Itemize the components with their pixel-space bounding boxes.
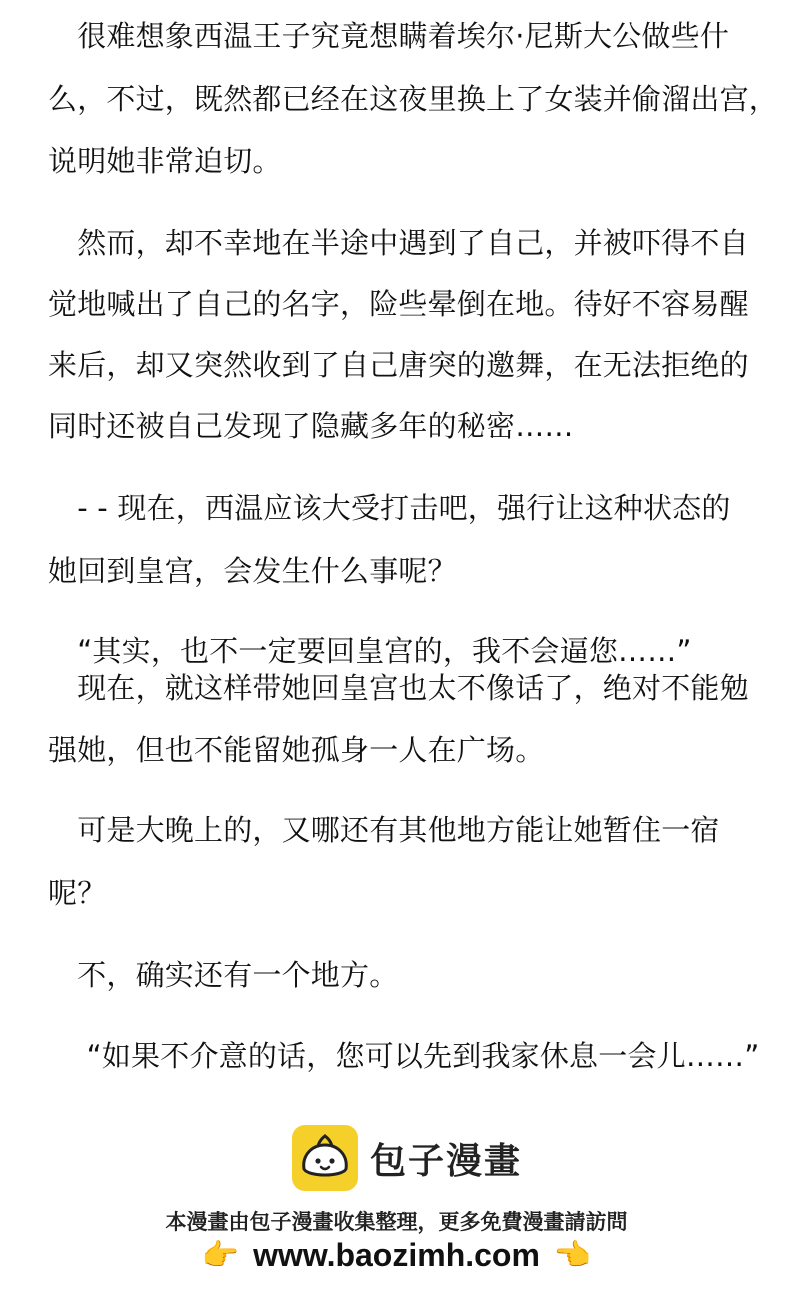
brand-logo[interactable] — [292, 1125, 522, 1191]
text-line: “其实，也不一定要回皇宫的，我不会逼您……” — [48, 634, 692, 668]
text-line: 很难想象西温王子究竟想瞒着埃尔·尼斯大公做些什 — [48, 19, 730, 53]
text-line: 来后，却又突然收到了自己唐突的邀舞，在无法拒绝的 — [48, 348, 749, 382]
site-url-row — [0, 1237, 793, 1274]
steamed-bun-icon — [292, 1125, 358, 1191]
text-line: 呢？ — [48, 876, 107, 910]
site-notice: 本漫畫由包子漫畫收集整理，更多免費漫畫請訪問 — [165, 1210, 628, 1234]
text-line: - - 现在，西温应该大受打击吧，强行让这种状态的 — [48, 491, 731, 525]
text-line: 现在，就这样带她回皇宫也太不像话了，绝对不能勉 — [48, 671, 749, 705]
text-line: 然而，却不幸地在半途中遇到了自己，并被吓得不自 — [48, 226, 749, 260]
brand-name: 包子漫畫 — [370, 1140, 523, 1182]
text-line: 她回到皇宫，会发生什么事呢？ — [48, 554, 457, 588]
text-line: 觉地喊出了自己的名字，险些晕倒在地。待好不容易醒 — [48, 287, 749, 321]
text-line: 说明她非常迫切。 — [48, 144, 282, 178]
text-line: 不，确实还有一个地方。 — [48, 958, 399, 992]
pointing-right-hand-icon: 👉 — [201, 1237, 240, 1273]
text-line: 可是大晚上的，又哪还有其他地方能让她暂住一宿 — [48, 813, 720, 847]
text-line: 么，不过，既然都已经在这夜里换上了女装并偷溜出宫， — [48, 82, 779, 116]
text-line: 同时还被自己发现了隐藏多年的秘密…… — [48, 409, 574, 443]
site-url-link[interactable]: www.baozimh.com — [253, 1237, 540, 1273]
text-line: “如果不介意的话，您可以先到我家休息一会儿……” — [48, 1039, 760, 1073]
pointing-left-hand-icon: 👈 — [553, 1237, 592, 1273]
text-line: 强她，但也不能留她孤身一人在广场。 — [48, 733, 545, 767]
